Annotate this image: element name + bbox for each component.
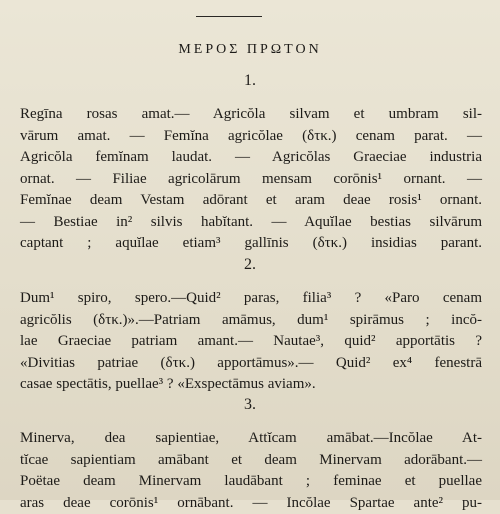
paragraph-2 — [20, 288, 482, 396]
text-line: Dum¹ spiro, spero.—Quid² paras, filia³ ? «Paro cenam — [20, 288, 482, 310]
paragraph-1 — [20, 104, 482, 255]
text-line: aras deae corōnis¹ ornābant. — Incŏlae Spartae ante² pu- — [20, 493, 482, 514]
text-line: «Divitias patriae (δτκ.) apportāmus».— Quid² ex⁴ fenestrā — [20, 353, 482, 375]
text-line: Femĭnae deam Vestam adōrant et aram deae rosis¹ ornant. — [20, 190, 482, 212]
text-line: vārum amat. — Femĭna agricŏlae (δτκ.) cenam parat. — — [20, 126, 482, 148]
part-heading: ΜΕΡΟΣ ΠΡΩΤΟΝ — [0, 42, 500, 58]
paragraph-3 — [20, 428, 482, 514]
text-line: Poëtae deam Minervam laudābant ; feminae et puellae — [20, 471, 482, 493]
text-line: lae Graeciae patriam amant.— Nautae³, quid² apportātis ? — [20, 331, 482, 353]
text-line: Regīna rosas amat.— Agricŏla silvam et umbram sil- — [20, 104, 482, 126]
section-number-3: 3. — [0, 396, 500, 414]
text-line: casae spectātis, puellae³ ? «Exspectāmus aviam». — [20, 374, 482, 396]
text-line: tĭcae sapientiam amābant et deam Minervam adorābant.— — [20, 450, 482, 472]
section-number-2: 2. — [0, 256, 500, 274]
section-number-1: 1. — [0, 72, 500, 90]
text-line: agricŏlis (δτκ.)».—Patriam amāmus, dum¹ spirāmus ; incŏ- — [20, 310, 482, 332]
top-rule — [196, 16, 262, 17]
text-line: — Bestiae in² silvis habĭtant. — Aquĭlae bestias silvārum — [20, 212, 482, 234]
text-line: ornat. — Filiae agricolārum mensam corōnis¹ ornant. — — [20, 169, 482, 191]
text-line: captant ; aquĭlae etiam³ gallīnis (δτκ.) insidias parant. — [20, 233, 482, 255]
text-line: Agricŏla femĭnam laudat. — Agricŏlas Graeciae industria — [20, 147, 482, 169]
text-line: Minerva, dea sapientiae, Attĭcam amābat.—Incŏlae At- — [20, 428, 482, 450]
